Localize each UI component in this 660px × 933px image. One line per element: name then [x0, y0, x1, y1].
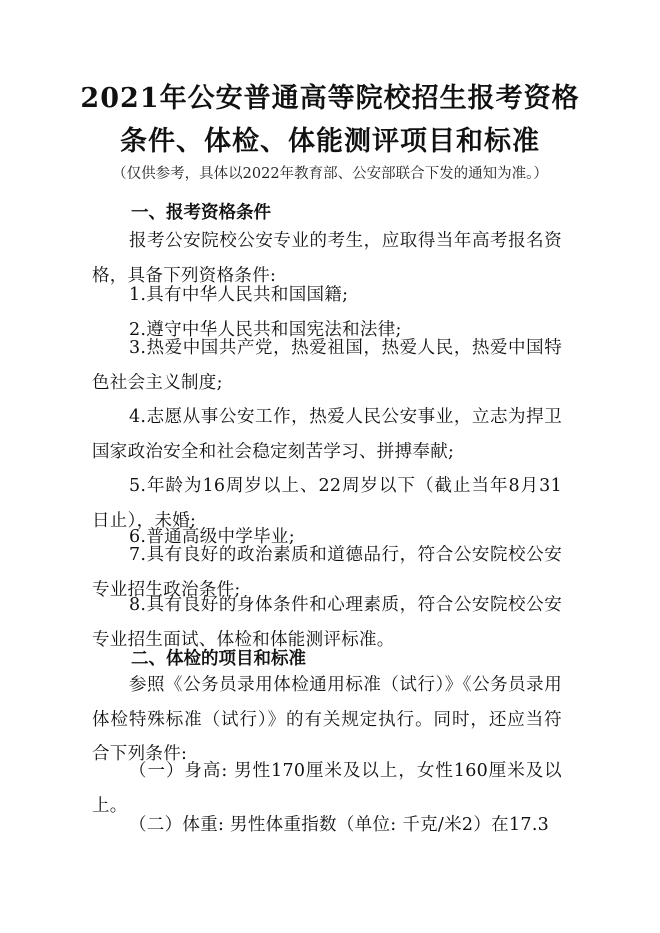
standard-item-weight: （二）体重: 男性体重指数（单位: 千克/米2）在17.3: [129, 815, 550, 835]
section1-intro: 报考公安院校公安专业的考生，应取得当年高考报名资格，具备下列资格条件:: [92, 231, 562, 286]
condition-item-8: 8.具有良好的身体条件和心理素质，符合公安院校公安专业招生面试、体检和体能测评标准。: [92, 595, 562, 650]
condition-item-6: 6.普通高级中学毕业;: [129, 527, 295, 547]
reference-note: （仅供参考，具体以2022年教育部、公安部联合下发的通知为准。）: [112, 166, 548, 182]
section2-intro: 参照《公务员录用体检通用标准（试行）》《公务员录用体检特殊标准（试行）》的有关规定执行。同时，还应当符合下列条件:: [92, 675, 562, 765]
document-title-line1: 2021年公安普通高等院校招生报考资格: [80, 83, 580, 114]
condition-item-5: 5.年龄为16周岁以上、22周岁以下（截止当年8月31日止），未婚;: [92, 476, 562, 531]
condition-item-7: 7.具有良好的政治素质和道德品行，符合公安院校公安专业招生政治条件;: [92, 545, 562, 600]
condition-item-1: 1.具有中华人民共和国国籍;: [129, 285, 349, 305]
condition-item-4: 4.志愿从事公安工作，热爱人民公安事业，立志为捍卫国家政治安全和社会稳定刻苦学习、拼搏奉献;: [92, 407, 562, 462]
section1-heading: 一、报考资格条件: [131, 203, 271, 223]
condition-item-2: 2.遵守中华人民共和国宪法和法律;: [129, 320, 402, 340]
document-title-line2: 条件、体检、体能测评项目和标准: [120, 126, 540, 157]
standard-item-height: （一）身高: 男性170厘米及以上，女性160厘米及以上。: [92, 761, 562, 816]
section2-heading: 二、体检的项目和标准: [131, 649, 306, 669]
condition-item-3: 3.热爱中国共产党，热爱祖国，热爱人民，热爱中国特色社会主义制度;: [92, 338, 562, 393]
